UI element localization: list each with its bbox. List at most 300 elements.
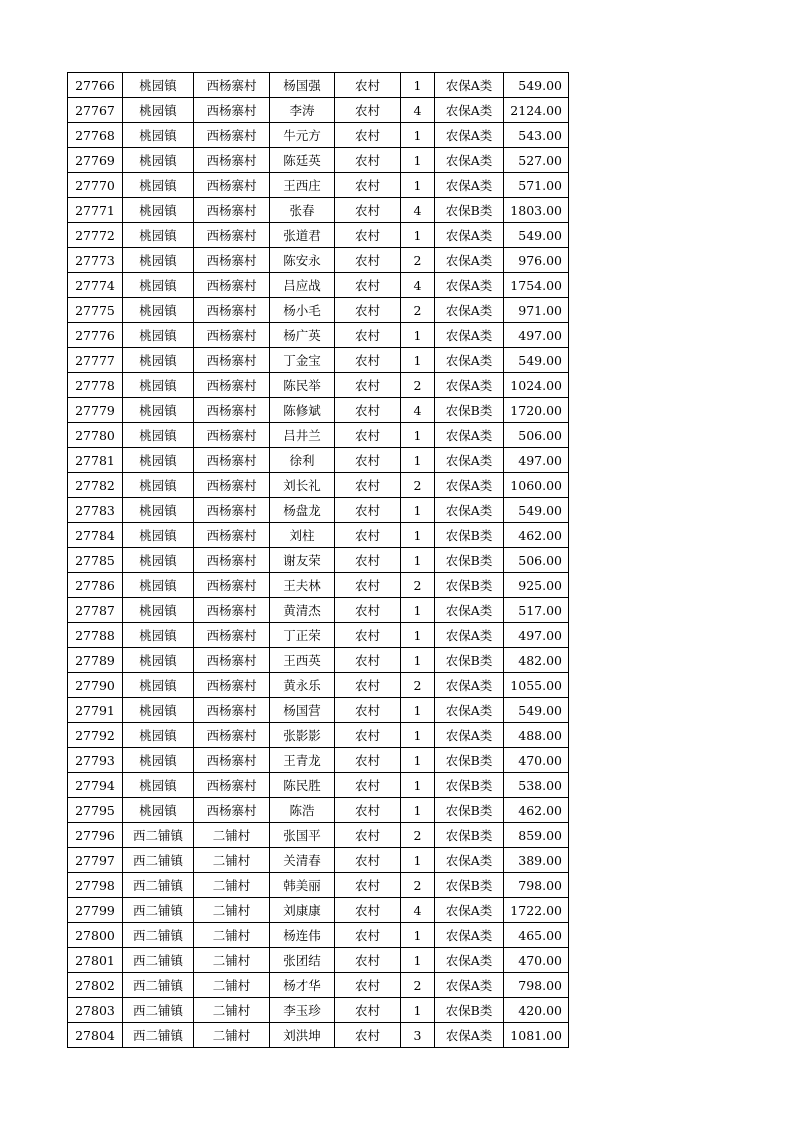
cell-count: 2 (401, 373, 435, 398)
cell-id: 27782 (68, 473, 123, 498)
cell-id: 27802 (68, 973, 123, 998)
cell-town: 西二铺镇 (123, 998, 194, 1023)
cell-name: 张影影 (270, 723, 335, 748)
cell-id: 27776 (68, 323, 123, 348)
cell-type: 农村 (335, 548, 401, 573)
cell-town: 桃园镇 (123, 323, 194, 348)
cell-name: 黄清杰 (270, 598, 335, 623)
cell-amount: 798.00 (504, 873, 569, 898)
cell-town: 西二铺镇 (123, 948, 194, 973)
cell-id: 27801 (68, 948, 123, 973)
cell-count: 2 (401, 673, 435, 698)
cell-amount: 925.00 (504, 573, 569, 598)
cell-count: 1 (401, 698, 435, 723)
cell-id: 27777 (68, 348, 123, 373)
cell-amount: 1722.00 (504, 898, 569, 923)
table-row (68, 148, 569, 173)
cell-type: 农村 (335, 248, 401, 273)
cell-count: 1 (401, 498, 435, 523)
cell-count: 2 (401, 298, 435, 323)
table-row (68, 623, 569, 648)
cell-type: 农村 (335, 123, 401, 148)
cell-amount: 497.00 (504, 323, 569, 348)
cell-id: 27770 (68, 173, 123, 198)
cell-name: 杨国营 (270, 698, 335, 723)
table-row (68, 98, 569, 123)
cell-town: 西二铺镇 (123, 973, 194, 998)
cell-amount: 798.00 (504, 973, 569, 998)
cell-category: 农保A类 (435, 73, 504, 98)
cell-id: 27793 (68, 748, 123, 773)
cell-count: 4 (401, 198, 435, 223)
cell-category: 农保B类 (435, 398, 504, 423)
cell-category: 农保A类 (435, 248, 504, 273)
cell-amount: 420.00 (504, 998, 569, 1023)
table-row (68, 423, 569, 448)
cell-id: 27795 (68, 798, 123, 823)
cell-type: 农村 (335, 198, 401, 223)
table-row (68, 273, 569, 298)
roster-table (67, 72, 569, 1048)
cell-amount: 543.00 (504, 123, 569, 148)
table-row (68, 523, 569, 548)
cell-amount: 470.00 (504, 748, 569, 773)
cell-count: 2 (401, 823, 435, 848)
cell-id: 27781 (68, 448, 123, 473)
cell-amount: 488.00 (504, 723, 569, 748)
cell-type: 农村 (335, 1023, 401, 1048)
cell-village: 西杨寨村 (194, 523, 270, 548)
table-row (68, 648, 569, 673)
cell-count: 1 (401, 998, 435, 1023)
cell-amount: 2124.00 (504, 98, 569, 123)
cell-name: 李玉珍 (270, 998, 335, 1023)
cell-type: 农村 (335, 73, 401, 98)
cell-name: 杨才华 (270, 973, 335, 998)
cell-category: 农保B类 (435, 998, 504, 1023)
cell-town: 桃园镇 (123, 223, 194, 248)
cell-town: 桃园镇 (123, 573, 194, 598)
cell-village: 西杨寨村 (194, 198, 270, 223)
table-row (68, 573, 569, 598)
cell-category: 农保A类 (435, 298, 504, 323)
cell-town: 桃园镇 (123, 523, 194, 548)
cell-id: 27800 (68, 923, 123, 948)
cell-village: 二铺村 (194, 973, 270, 998)
cell-village: 西杨寨村 (194, 698, 270, 723)
cell-name: 王夫林 (270, 573, 335, 598)
cell-id: 27780 (68, 423, 123, 448)
cell-count: 1 (401, 348, 435, 373)
cell-category: 农保B类 (435, 523, 504, 548)
cell-category: 农保A类 (435, 848, 504, 873)
cell-village: 西杨寨村 (194, 623, 270, 648)
cell-name: 王青龙 (270, 748, 335, 773)
cell-category: 农保A类 (435, 673, 504, 698)
cell-count: 1 (401, 623, 435, 648)
cell-count: 1 (401, 423, 435, 448)
cell-town: 西二铺镇 (123, 923, 194, 948)
cell-town: 桃园镇 (123, 373, 194, 398)
cell-name: 徐利 (270, 448, 335, 473)
cell-town: 桃园镇 (123, 123, 194, 148)
cell-id: 27786 (68, 573, 123, 598)
cell-village: 二铺村 (194, 998, 270, 1023)
table-row (68, 473, 569, 498)
cell-name: 陈修斌 (270, 398, 335, 423)
cell-town: 桃园镇 (123, 598, 194, 623)
cell-type: 农村 (335, 173, 401, 198)
cell-category: 农保A类 (435, 323, 504, 348)
cell-type: 农村 (335, 898, 401, 923)
cell-id: 27803 (68, 998, 123, 1023)
cell-village: 西杨寨村 (194, 723, 270, 748)
cell-name: 杨小毛 (270, 298, 335, 323)
table-row (68, 973, 569, 998)
cell-village: 西杨寨村 (194, 148, 270, 173)
cell-id: 27797 (68, 848, 123, 873)
cell-type: 农村 (335, 623, 401, 648)
cell-amount: 527.00 (504, 148, 569, 173)
table-row (68, 923, 569, 948)
cell-village: 西杨寨村 (194, 348, 270, 373)
cell-town: 桃园镇 (123, 698, 194, 723)
cell-name: 黄永乐 (270, 673, 335, 698)
cell-count: 1 (401, 148, 435, 173)
cell-id: 27767 (68, 98, 123, 123)
cell-category: 农保A类 (435, 148, 504, 173)
cell-name: 王西庄 (270, 173, 335, 198)
cell-id: 27766 (68, 73, 123, 98)
table-row (68, 173, 569, 198)
cell-count: 4 (401, 398, 435, 423)
table-row (68, 673, 569, 698)
cell-id: 27769 (68, 148, 123, 173)
cell-type: 农村 (335, 498, 401, 523)
cell-category: 农保B类 (435, 548, 504, 573)
cell-type: 农村 (335, 823, 401, 848)
cell-amount: 1060.00 (504, 473, 569, 498)
cell-count: 2 (401, 473, 435, 498)
table-row (68, 698, 569, 723)
cell-type: 农村 (335, 923, 401, 948)
cell-category: 农保B类 (435, 198, 504, 223)
cell-name: 陈安永 (270, 248, 335, 273)
cell-name: 陈民胜 (270, 773, 335, 798)
cell-village: 二铺村 (194, 873, 270, 898)
cell-town: 桃园镇 (123, 173, 194, 198)
cell-count: 1 (401, 798, 435, 823)
table-row (68, 498, 569, 523)
cell-id: 27799 (68, 898, 123, 923)
cell-category: 农保A类 (435, 473, 504, 498)
cell-count: 1 (401, 773, 435, 798)
cell-category: 农保A类 (435, 173, 504, 198)
cell-village: 西杨寨村 (194, 323, 270, 348)
cell-village: 西杨寨村 (194, 548, 270, 573)
cell-category: 农保A类 (435, 598, 504, 623)
cell-name: 刘洪坤 (270, 1023, 335, 1048)
cell-type: 农村 (335, 523, 401, 548)
cell-town: 西二铺镇 (123, 898, 194, 923)
table-row (68, 248, 569, 273)
cell-village: 西杨寨村 (194, 448, 270, 473)
cell-village: 二铺村 (194, 898, 270, 923)
table-row (68, 223, 569, 248)
cell-type: 农村 (335, 423, 401, 448)
cell-type: 农村 (335, 948, 401, 973)
cell-village: 西杨寨村 (194, 773, 270, 798)
cell-town: 桃园镇 (123, 298, 194, 323)
cell-amount: 517.00 (504, 598, 569, 623)
cell-id: 27788 (68, 623, 123, 648)
table-row (68, 748, 569, 773)
cell-town: 桃园镇 (123, 798, 194, 823)
cell-category: 农保A类 (435, 923, 504, 948)
cell-count: 1 (401, 523, 435, 548)
table-row (68, 848, 569, 873)
cell-type: 农村 (335, 348, 401, 373)
cell-category: 农保A类 (435, 423, 504, 448)
cell-town: 桃园镇 (123, 448, 194, 473)
cell-id: 27783 (68, 498, 123, 523)
cell-town: 桃园镇 (123, 148, 194, 173)
table-row (68, 948, 569, 973)
table-row (68, 1023, 569, 1048)
cell-name: 李涛 (270, 98, 335, 123)
cell-type: 农村 (335, 648, 401, 673)
cell-name: 丁正荣 (270, 623, 335, 648)
cell-category: 农保B类 (435, 798, 504, 823)
cell-category: 农保A类 (435, 123, 504, 148)
cell-category: 农保B类 (435, 648, 504, 673)
cell-name: 陈浩 (270, 798, 335, 823)
table-row (68, 798, 569, 823)
cell-count: 1 (401, 73, 435, 98)
cell-id: 27775 (68, 298, 123, 323)
cell-type: 农村 (335, 298, 401, 323)
table-row (68, 998, 569, 1023)
cell-amount: 549.00 (504, 223, 569, 248)
cell-name: 关清春 (270, 848, 335, 873)
cell-name: 张春 (270, 198, 335, 223)
cell-id: 27778 (68, 373, 123, 398)
cell-amount: 1024.00 (504, 373, 569, 398)
cell-category: 农保B类 (435, 873, 504, 898)
table-row (68, 398, 569, 423)
cell-category: 农保B类 (435, 773, 504, 798)
cell-amount: 506.00 (504, 548, 569, 573)
cell-village: 西杨寨村 (194, 423, 270, 448)
cell-town: 桃园镇 (123, 423, 194, 448)
cell-count: 1 (401, 123, 435, 148)
cell-town: 桃园镇 (123, 648, 194, 673)
cell-amount: 462.00 (504, 523, 569, 548)
cell-id: 27791 (68, 698, 123, 723)
cell-town: 桃园镇 (123, 398, 194, 423)
cell-category: 农保A类 (435, 98, 504, 123)
cell-type: 农村 (335, 873, 401, 898)
cell-id: 27768 (68, 123, 123, 148)
table-row (68, 123, 569, 148)
cell-town: 桃园镇 (123, 748, 194, 773)
cell-village: 西杨寨村 (194, 273, 270, 298)
cell-category: 农保A类 (435, 1023, 504, 1048)
table-row (68, 373, 569, 398)
table-row (68, 298, 569, 323)
cell-town: 桃园镇 (123, 498, 194, 523)
cell-count: 1 (401, 648, 435, 673)
cell-category: 农保A类 (435, 448, 504, 473)
cell-town: 桃园镇 (123, 623, 194, 648)
cell-name: 韩美丽 (270, 873, 335, 898)
cell-id: 27804 (68, 1023, 123, 1048)
cell-town: 桃园镇 (123, 98, 194, 123)
cell-type: 农村 (335, 698, 401, 723)
cell-town: 西二铺镇 (123, 873, 194, 898)
cell-category: 农保A类 (435, 498, 504, 523)
cell-type: 农村 (335, 473, 401, 498)
cell-village: 西杨寨村 (194, 248, 270, 273)
cell-id: 27774 (68, 273, 123, 298)
cell-id: 27796 (68, 823, 123, 848)
cell-category: 农保B类 (435, 748, 504, 773)
table-row (68, 723, 569, 748)
cell-type: 农村 (335, 373, 401, 398)
cell-village: 西杨寨村 (194, 98, 270, 123)
cell-village: 西杨寨村 (194, 673, 270, 698)
cell-amount: 1081.00 (504, 1023, 569, 1048)
table-row (68, 73, 569, 98)
cell-village: 西杨寨村 (194, 173, 270, 198)
cell-village: 西杨寨村 (194, 598, 270, 623)
cell-id: 27773 (68, 248, 123, 273)
cell-town: 桃园镇 (123, 473, 194, 498)
table-row (68, 598, 569, 623)
cell-category: 农保A类 (435, 698, 504, 723)
table-row (68, 198, 569, 223)
cell-village: 西杨寨村 (194, 298, 270, 323)
table-row (68, 873, 569, 898)
cell-village: 西杨寨村 (194, 73, 270, 98)
cell-type: 农村 (335, 573, 401, 598)
cell-amount: 470.00 (504, 948, 569, 973)
cell-count: 1 (401, 748, 435, 773)
cell-town: 西二铺镇 (123, 1023, 194, 1048)
cell-name: 刘康康 (270, 898, 335, 923)
cell-category: 农保A类 (435, 273, 504, 298)
cell-town: 桃园镇 (123, 348, 194, 373)
cell-amount: 571.00 (504, 173, 569, 198)
cell-id: 27790 (68, 673, 123, 698)
cell-type: 农村 (335, 598, 401, 623)
cell-category: 农保A类 (435, 623, 504, 648)
cell-town: 西二铺镇 (123, 848, 194, 873)
cell-name: 张道君 (270, 223, 335, 248)
cell-id: 27787 (68, 598, 123, 623)
table-row (68, 823, 569, 848)
cell-type: 农村 (335, 148, 401, 173)
cell-type: 农村 (335, 673, 401, 698)
cell-name: 牛元方 (270, 123, 335, 148)
cell-name: 杨国强 (270, 73, 335, 98)
cell-type: 农村 (335, 398, 401, 423)
cell-id: 27784 (68, 523, 123, 548)
roster-body (68, 73, 569, 1048)
table-row (68, 548, 569, 573)
cell-amount: 1055.00 (504, 673, 569, 698)
cell-amount: 976.00 (504, 248, 569, 273)
cell-count: 1 (401, 173, 435, 198)
cell-village: 二铺村 (194, 823, 270, 848)
cell-count: 1 (401, 548, 435, 573)
cell-id: 27779 (68, 398, 123, 423)
cell-name: 吕应战 (270, 273, 335, 298)
cell-count: 1 (401, 448, 435, 473)
cell-count: 4 (401, 273, 435, 298)
cell-category: 农保A类 (435, 973, 504, 998)
cell-type: 农村 (335, 223, 401, 248)
cell-name: 谢友荣 (270, 548, 335, 573)
cell-category: 农保B类 (435, 573, 504, 598)
cell-type: 农村 (335, 998, 401, 1023)
cell-count: 1 (401, 948, 435, 973)
cell-amount: 389.00 (504, 848, 569, 873)
cell-amount: 465.00 (504, 923, 569, 948)
cell-town: 西二铺镇 (123, 823, 194, 848)
cell-village: 二铺村 (194, 1023, 270, 1048)
cell-town: 桃园镇 (123, 773, 194, 798)
cell-village: 西杨寨村 (194, 398, 270, 423)
cell-category: 农保A类 (435, 223, 504, 248)
cell-type: 农村 (335, 98, 401, 123)
cell-type: 农村 (335, 773, 401, 798)
cell-count: 4 (401, 898, 435, 923)
cell-name: 杨连伟 (270, 923, 335, 948)
cell-town: 桃园镇 (123, 673, 194, 698)
cell-name: 张团结 (270, 948, 335, 973)
cell-amount: 859.00 (504, 823, 569, 848)
cell-type: 农村 (335, 973, 401, 998)
cell-name: 王西英 (270, 648, 335, 673)
cell-name: 刘长礼 (270, 473, 335, 498)
cell-town: 桃园镇 (123, 273, 194, 298)
cell-amount: 497.00 (504, 448, 569, 473)
cell-village: 西杨寨村 (194, 748, 270, 773)
cell-name: 陈廷英 (270, 148, 335, 173)
cell-id: 27771 (68, 198, 123, 223)
cell-village: 二铺村 (194, 948, 270, 973)
cell-category: 农保A类 (435, 723, 504, 748)
cell-amount: 482.00 (504, 648, 569, 673)
cell-count: 1 (401, 723, 435, 748)
cell-town: 桃园镇 (123, 548, 194, 573)
cell-town: 桃园镇 (123, 723, 194, 748)
cell-amount: 506.00 (504, 423, 569, 448)
cell-village: 西杨寨村 (194, 473, 270, 498)
cell-village: 西杨寨村 (194, 498, 270, 523)
cell-amount: 1803.00 (504, 198, 569, 223)
cell-count: 1 (401, 598, 435, 623)
table-row (68, 323, 569, 348)
cell-category: 农保A类 (435, 373, 504, 398)
cell-type: 农村 (335, 723, 401, 748)
cell-id: 27794 (68, 773, 123, 798)
cell-id: 27789 (68, 648, 123, 673)
cell-town: 桃园镇 (123, 198, 194, 223)
cell-name: 杨盘龙 (270, 498, 335, 523)
cell-count: 1 (401, 323, 435, 348)
